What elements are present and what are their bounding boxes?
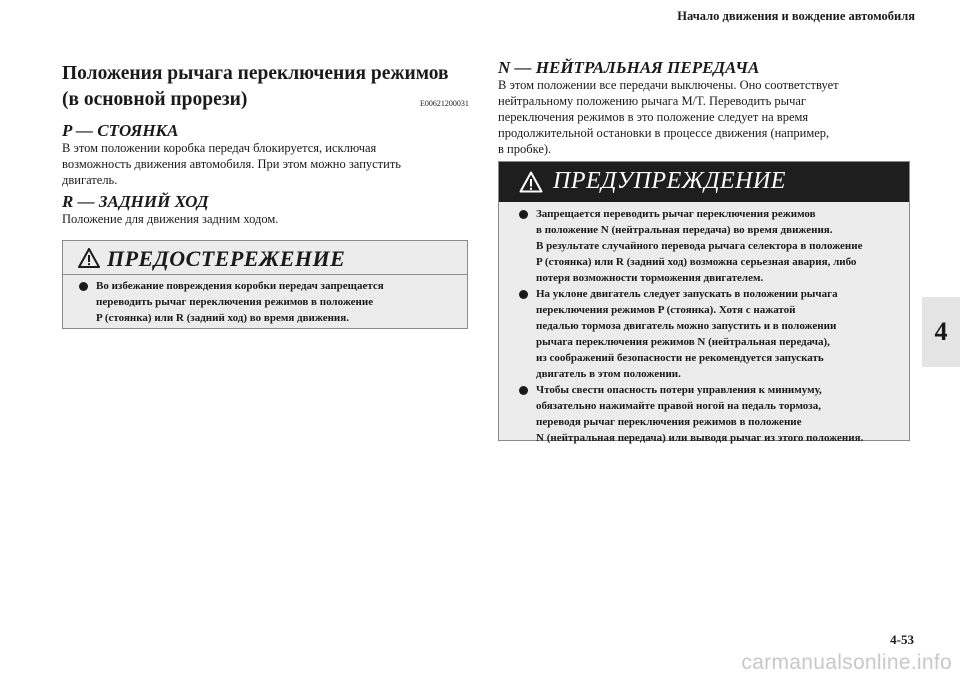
text-line: переключения режимов в это положение следует на время [498,110,809,124]
caution-box [62,240,468,329]
text-line: продолжительной остановки в процессе движения (например, [498,126,830,140]
caution-title: ПРЕДОСТЕРЕЖЕНИЕ [107,246,346,271]
paragraph-p-stoyanka [62,140,482,188]
heading-p-stoyanka: P — СТОЯНКА [62,121,179,140]
text-line: P (стоянка) или R (задний ход) во время движения. [96,312,349,324]
text-line: Чтобы свести опасность потери управления к минимуму, [536,384,822,396]
text-line: возможность движения автомобиля. При этом можно запустить [62,157,401,171]
bullet-icon [519,290,528,299]
list-item [516,286,863,382]
watermark: carmanualsonline.info [741,651,952,674]
list-item [516,382,863,446]
list-item [76,278,384,326]
text-line: В этом положении все передачи выключены. Оно соответствует [498,78,839,92]
text-line: Положение для движения задним ходом. [62,212,279,226]
heading-n-neutral: N — НЕЙТРАЛЬНАЯ ПЕРЕДАЧА [498,58,760,77]
text-line: переключения режимов P (стоянка). Хотя с нажатой [536,304,796,316]
bullet-icon [519,386,528,395]
text-line: переводя рычаг переключения режимов в положение [536,416,802,428]
bullet-icon [519,210,528,219]
text-line: Запрещается переводить рычаг переключения режимов [536,208,816,220]
bullet-icon [79,282,88,291]
text-line: в положение N (нейтральная передача) во время движения. [536,224,833,236]
chapter-tab [922,297,960,367]
text-line: рычага переключения режимов N (нейтральная передача), [536,336,830,348]
section-title-line1: Положения рычага переключения режимов [62,63,449,84]
text-line: N (нейтральная передача) или выводя рычаг из этого положения. [536,432,864,444]
text-line: нейтральному положению рычага M/T. Переводить рычаг [498,94,807,108]
section-code: E00621200031 [420,99,469,108]
heading-r-reverse: R — ЗАДНИЙ ХОД [62,192,209,211]
text-line: двигатель в этом положении. [536,368,681,380]
chapter-number: 4 [934,317,948,346]
text-line: в пробке). [498,142,552,156]
warning-box [498,161,910,444]
text-line: P (стоянка) или R (задний ход) возможна серьезная авария, либо [536,256,857,268]
warning-triangle-icon [519,171,543,193]
text-line: педалью тормоза двигатель можно запустить и в положении [536,320,837,332]
paragraph-r-reverse [62,211,482,227]
text-line: Во избежание повреждения коробки передач запрещается [96,280,384,292]
caution-header [63,241,467,275]
warning-list [516,206,863,446]
text-line: двигатель. [62,173,118,187]
text-line: В этом положении коробка передач блокируется, исключая [62,141,377,155]
page-number: 4-53 [890,632,914,647]
text-line: переводить рычаг переключения режимов в положение [96,296,374,308]
text-line: из соображений безопасности не рекомендуется запускать [536,352,824,364]
paragraph-n-neutral [498,77,918,157]
running-header: Начало движения и вождение автомобиля [677,9,915,23]
text-line: В результате случайного перевода рычага селектора в положение [536,240,863,252]
warning-title: ПРЕДУПРЕЖДЕНИЕ [553,168,786,194]
text-line: обязательно нажимайте правой ногой на педаль тормоза, [536,400,821,412]
section-title-line2: (в основной прорези) [62,89,248,110]
text-line: потеря возможности торможения двигателем. [536,272,764,284]
text-line: На уклоне двигатель следует запускать в положении рычага [536,288,838,300]
warning-triangle-icon [78,248,100,268]
caution-list [76,278,384,326]
warning-header [499,162,909,202]
list-item [516,206,863,286]
